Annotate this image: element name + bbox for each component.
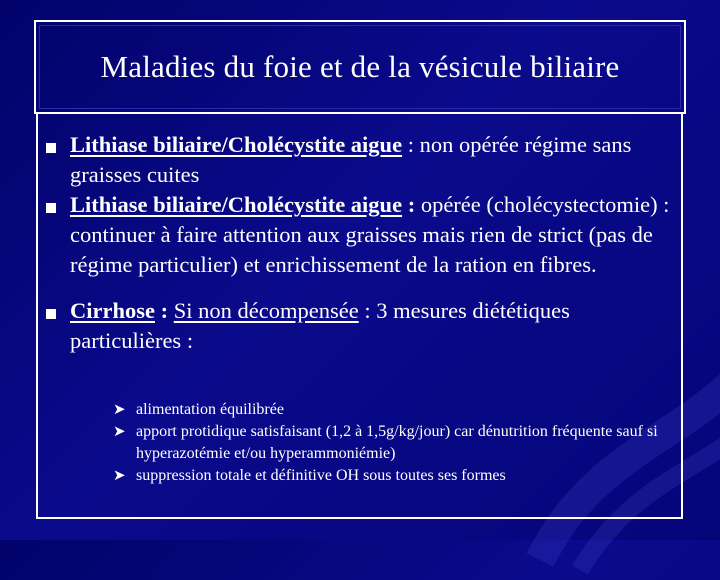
sub-bullet-item [88, 421, 688, 465]
arrowhead-bullet-icon: ➤ [113, 424, 126, 440]
bullet-item [44, 296, 684, 356]
bullet-list [44, 130, 684, 356]
sub-bullet-item [88, 465, 688, 487]
sub-bullet-text: suppression totale et définitive OH sous toutes ses formes [136, 467, 506, 484]
bullet-separator: : [402, 192, 421, 217]
arrowhead-bullet-icon: ➤ [113, 402, 126, 418]
sub-bullet-item [88, 399, 688, 421]
bullet-condition: Si non décompensée [173, 298, 359, 323]
bullet-heading: Lithiase biliaire/Cholécystite aigue [70, 132, 403, 157]
sub-bullet-text: apport protidique satisfaisant (1,2 à 1,5g/kg/jour) car dénutrition fréquente sauf si hyperazotémie et/ou hyperammoniémie) [136, 423, 658, 462]
bullet-separator: : [402, 132, 420, 157]
bullet-heading: Cirrhose [70, 298, 155, 323]
square-bullet-icon [46, 309, 56, 319]
square-bullet-icon [46, 203, 56, 213]
sub-bullet-text: alimentation équilibrée [136, 401, 284, 418]
bullet-text: : 3 mesures diététiques particulières : [70, 298, 570, 353]
sub-bullet-list [88, 399, 688, 487]
bullet-item [44, 190, 684, 280]
bullet-separator: : [154, 298, 174, 323]
bullet-text: non opérée régime sans graisses cuites [70, 132, 632, 187]
bullet-text: opérée (cholécystectomie) : continuer à faire attention aux graisses mais rien de strict (pas de régime particulier) et enrichissement de la ration en fibres. [70, 192, 670, 277]
bullet-item [44, 130, 684, 190]
bullet-heading: Lithiase biliaire/Cholécystite aigue [70, 192, 403, 217]
square-bullet-icon [46, 143, 56, 153]
slide-title: Maladies du foie et de la vésicule biliaire [100, 49, 620, 84]
arrowhead-bullet-icon: ➤ [113, 468, 126, 484]
title-box [34, 20, 686, 114]
